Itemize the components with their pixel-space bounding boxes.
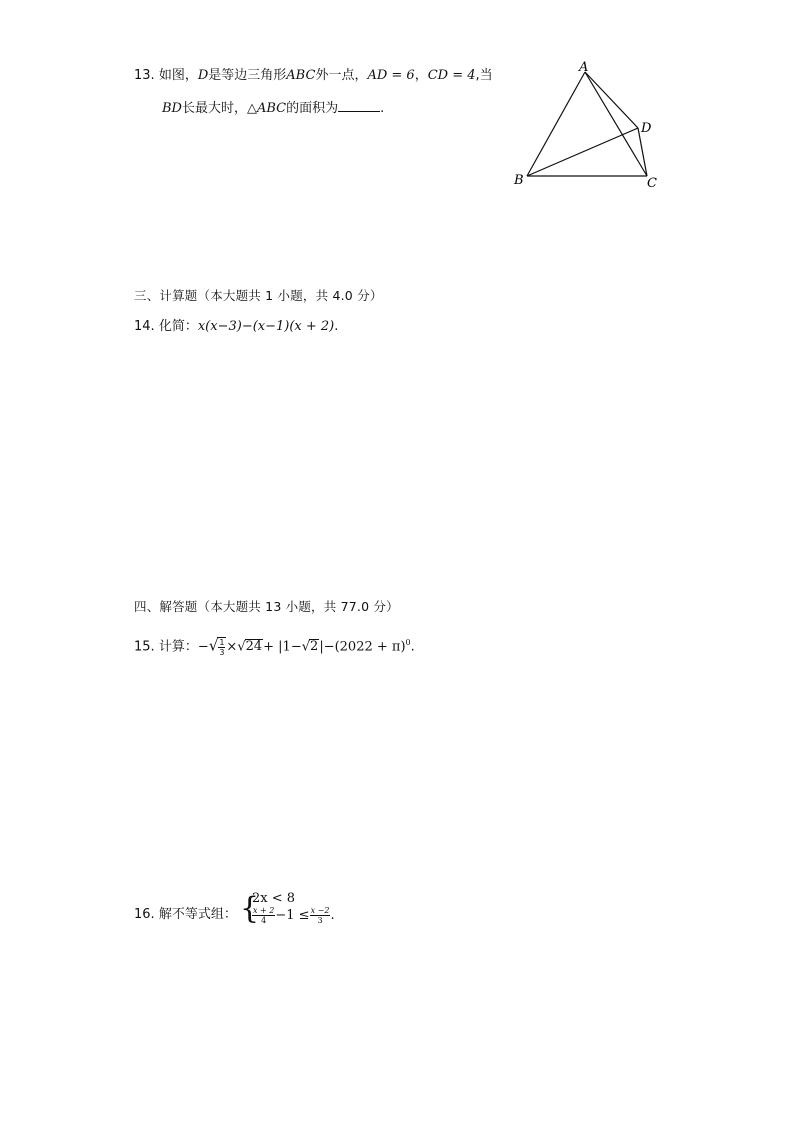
segment-ad: [585, 72, 638, 128]
label-a: A: [579, 60, 589, 75]
segment-bd: [527, 128, 638, 176]
question-number: 14.: [134, 319, 155, 334]
inequality-2: $\frac{x + 2}{4}$ −1 ≤ $\frac{x -2}{3}$ .: [253, 906, 335, 925]
side-ab: [527, 72, 585, 176]
question-number: 16.: [134, 907, 155, 922]
side-ac: [585, 72, 647, 176]
question-number: 15.: [134, 639, 155, 655]
question-number: 13.: [134, 68, 155, 83]
inequality-1: 2x < 8: [252, 891, 296, 906]
answer-blank[interactable]: [338, 99, 380, 112]
section-4-heading: 四、解答题（本大题共 13 小题，共 77.0 分）: [134, 599, 399, 614]
label-b: B: [514, 173, 524, 188]
label-c: C: [647, 176, 657, 191]
section-3-heading: 三、计算题（本大题共 1 小题，共 4.0 分）: [134, 288, 383, 303]
label-d: D: [641, 121, 652, 136]
triangle-figure: [510, 58, 670, 193]
question-14: 14. 化简：x(x−3)−(x−1)(x + 2).: [134, 319, 339, 334]
question-15: 15. 计算：−√ $\frac{1}{3}$ $\times√24+ |1-√2|-(2022 + \pi)^0$.: [134, 636, 415, 657]
question-13-line1: 13. 如图，D是等边三角形ABC外一点，AD = 6，CD = 4,当: [134, 68, 493, 83]
system-brace: {: [240, 891, 260, 926]
question-13-line2: BD长最大时，△ABC的面积为 .: [162, 101, 385, 116]
question-16-label: 16. 解不等式组：: [134, 907, 237, 922]
